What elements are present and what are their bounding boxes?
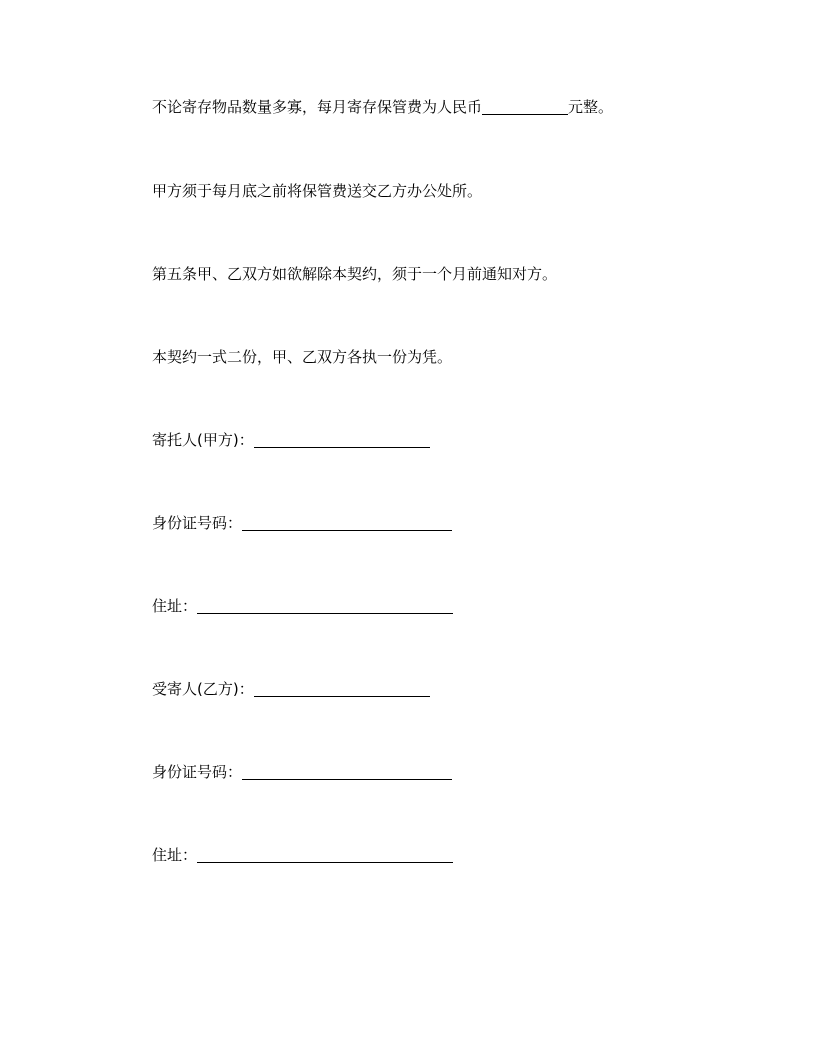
- article-5-paragraph: [152, 264, 557, 284]
- party-b-address-line: [152, 845, 453, 865]
- party-b-id-blank: [242, 765, 452, 780]
- party-a-address-blank: [197, 599, 453, 614]
- party-b-id-label: 身份证号码：: [152, 763, 243, 781]
- copies-paragraph: [152, 347, 452, 367]
- party-a-id-line: [152, 513, 452, 533]
- article-5-text: 第五条甲、乙双方如欲解除本契约，须于一个月前通知对方。: [152, 265, 558, 283]
- party-a-name-label: 寄托人(甲方)：: [152, 431, 254, 449]
- party-b-name-line: [152, 679, 430, 699]
- fee-amount-blank: [482, 100, 568, 115]
- payment-paragraph: [152, 181, 482, 201]
- party-b-address-blank: [197, 848, 453, 863]
- copies-text: 本契约一式二份，甲、乙双方各执一份为凭。: [152, 348, 453, 366]
- payment-text: 甲方须于每月底之前将保管费送交乙方办公处所。: [152, 182, 483, 200]
- party-b-address-label: 住址：: [152, 846, 198, 864]
- party-b-id-line: [152, 762, 452, 782]
- party-a-address-line: [152, 596, 453, 616]
- party-a-id-label: 身份证号码：: [152, 514, 243, 532]
- party-a-name-blank: [254, 433, 430, 448]
- party-a-name-line: [152, 430, 430, 450]
- fee-text-after: 元整。: [568, 98, 614, 116]
- fee-text-before: 不论寄存物品数量多寡，每月寄存保管费为人民币: [152, 98, 483, 116]
- party-a-address-label: 住址：: [152, 597, 198, 615]
- party-b-name-label: 受寄人(乙方)：: [152, 680, 254, 698]
- party-a-id-blank: [242, 516, 452, 531]
- fee-paragraph: [152, 97, 613, 117]
- party-b-name-blank: [254, 682, 430, 697]
